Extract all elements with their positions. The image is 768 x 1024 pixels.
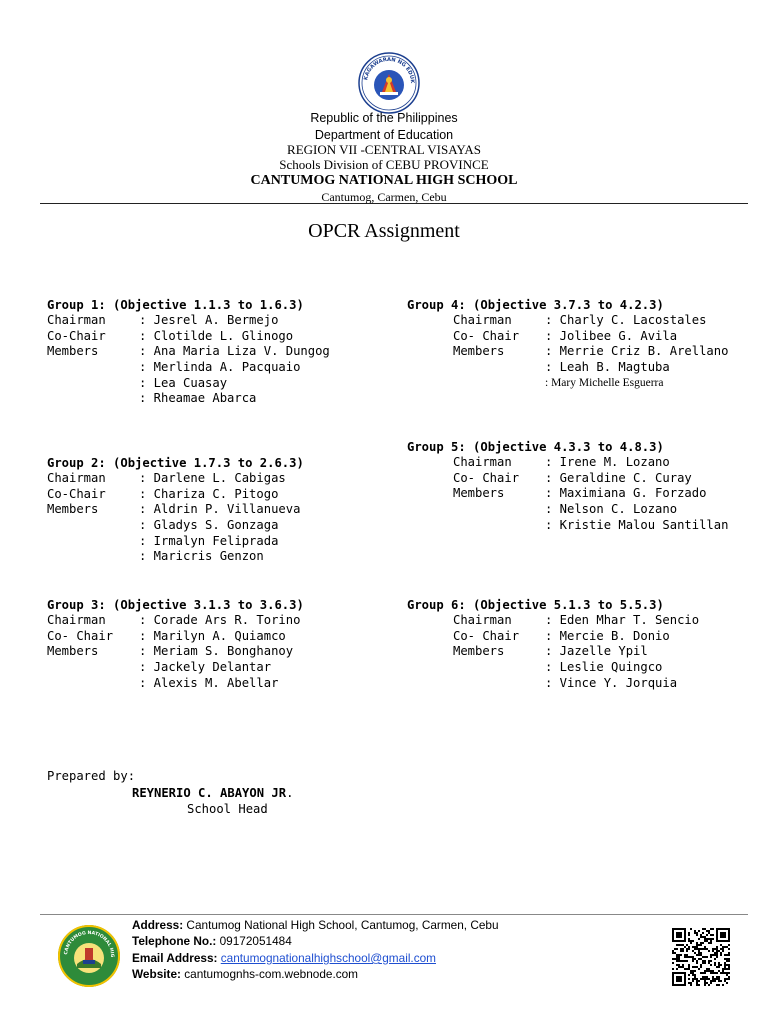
member-name: : Jesrel A. Bermejo — [139, 313, 279, 327]
member-row — [47, 329, 387, 345]
member-row — [47, 471, 387, 487]
header-department: Department of Education — [314, 128, 454, 142]
member-name: : Charly C. Lacostales — [545, 313, 707, 327]
footer-telephone — [132, 933, 292, 950]
signatory-name-text: REYNERIO C. ABAYON JR — [132, 786, 287, 800]
footer-address-value: Cantumog National High School, Cantumog, Carmen, Cebu — [186, 918, 499, 932]
member-row — [47, 549, 387, 565]
member-row — [407, 360, 747, 376]
header-divider — [40, 203, 748, 204]
member-role: Members — [47, 644, 99, 659]
member-name: : Chariza C. Pitogo — [139, 486, 279, 501]
member-name: : Merrie Criz B. Arellano — [545, 344, 729, 359]
group-title: Group 2: (Objective 1.7.3 to 2.6.3) — [47, 456, 304, 470]
member-name: : Nelson C. Lozano — [545, 502, 678, 517]
signatory-name-suffix: . — [286, 786, 294, 800]
group-3 — [47, 597, 387, 691]
group-2 — [47, 455, 387, 565]
member-row — [47, 391, 387, 407]
footer-address — [132, 917, 499, 934]
member-row — [407, 629, 747, 645]
member-row — [407, 502, 747, 518]
member-role: Members — [47, 344, 99, 359]
member-row — [47, 344, 387, 360]
group-title: Group 6: (Objective 5.1.3 to 5.5.3) — [407, 598, 664, 612]
footer-website-value: cantumognhs-com.webnode.com — [184, 967, 359, 981]
header-school-name: CANTUMOG NATIONAL HIGH SCHOOL — [250, 173, 518, 188]
logo-text: CANTUMOG NATIONAL HIG — [63, 930, 115, 958]
member-role: Members — [453, 486, 505, 501]
group-title: Group 5: (Objective 4.3.3 to 4.8.3) — [407, 440, 664, 454]
member-name: : Merlinda A. Pacquaio — [139, 360, 301, 375]
member-name: : Kristie Malou Santillan — [545, 517, 729, 532]
member-role: Co-Chair — [47, 328, 106, 343]
member-name: : Jolibee G. Avila — [545, 328, 678, 343]
member-row — [47, 502, 387, 518]
member-name: : Jackely Delantar — [139, 660, 272, 675]
member-name: : Marilyn A. Quiamco — [139, 628, 286, 643]
member-name: : Aldrin P. Villanueva — [139, 502, 301, 517]
member-role: Chairman — [47, 313, 106, 327]
member-role: Co- Chair — [453, 628, 520, 643]
group-title: Group 3: (Objective 3.1.3 to 3.6.3) — [47, 598, 304, 612]
deped-seal — [358, 52, 420, 114]
member-row — [47, 629, 387, 645]
member-row — [47, 613, 387, 629]
footer-email-label: Email Address: — [132, 951, 218, 965]
member-name: : Ana Maria Liza V. Dungog — [139, 344, 330, 359]
header-region: REGION VII -CENTRAL VISAYAS — [287, 142, 481, 157]
footer-email-link[interactable]: cantumognationalhighschool@gmail.com — [220, 951, 436, 965]
header-division: Schools Division of CEBU PROVINCE — [279, 157, 489, 172]
member-row — [407, 660, 747, 676]
footer-address-label: Address: — [132, 918, 184, 932]
group-6 — [407, 597, 747, 691]
member-role: Chairman — [453, 455, 512, 469]
member-name: : Gladys S. Gonzaga — [139, 518, 279, 533]
member-row — [407, 518, 747, 534]
member-row — [407, 644, 747, 660]
member-row — [47, 534, 387, 550]
prepared-by-label: Prepared by: — [47, 769, 136, 783]
member-role: Members — [47, 502, 99, 517]
member-name: : Darlene L. Cabigas — [139, 471, 286, 485]
member-role: Chairman — [47, 613, 106, 627]
member-row — [47, 376, 387, 392]
member-role: Co- Chair — [47, 628, 114, 643]
member-name: : Alexis M. Abellar — [139, 675, 279, 690]
member-name: : Jazelle Ypil — [545, 644, 648, 659]
member-name: : Mercie B. Donio — [545, 628, 670, 643]
member-name: : Eden Mhar T. Sencio — [545, 613, 700, 627]
member-name: : Corade Ars R. Torino — [139, 613, 301, 627]
footer-telephone-label: Telephone No.: — [132, 934, 217, 948]
signatory-position: School Head — [187, 802, 268, 816]
signatory-name — [132, 786, 293, 800]
document-title: OPCR Assignment — [308, 220, 460, 242]
group-1 — [47, 297, 387, 407]
member-row — [47, 518, 387, 534]
member-name: : Geraldine C. Curay — [545, 470, 692, 485]
member-role: Co- Chair — [453, 470, 520, 485]
member-name: : Irmalyn Feliprada — [139, 533, 279, 548]
member-role: Co- Chair — [453, 328, 520, 343]
member-name: : Leslie Quingco — [545, 660, 663, 675]
member-row — [407, 471, 747, 487]
member-role: Chairman — [47, 471, 106, 485]
member-row — [407, 676, 747, 692]
footer-telephone-value: 09172051484 — [219, 934, 292, 948]
footer-email — [132, 950, 436, 967]
group-title: Group 4: (Objective 3.7.3 to 4.2.3) — [407, 298, 664, 312]
member-name: : Maximiana G. Forzado — [545, 486, 707, 501]
member-row — [47, 313, 387, 329]
member-role: Co-Chair — [47, 486, 106, 501]
header-location: Cantumog, Carmen, Cebu — [321, 190, 447, 204]
footer-divider — [40, 914, 748, 915]
qr-code — [672, 928, 730, 986]
member-role: Members — [453, 344, 505, 359]
member-row — [407, 613, 747, 629]
member-name: : Rheamae Abarca — [139, 391, 257, 406]
member-name: : Mary Michelle Esguerra — [545, 376, 664, 389]
footer-website — [132, 966, 358, 983]
member-name: : Vince Y. Jorquia — [545, 675, 678, 690]
member-name: : Lea Cuasay — [139, 375, 228, 390]
member-row — [407, 376, 747, 392]
school-logo — [57, 924, 121, 988]
member-role: Members — [453, 644, 505, 659]
member-row — [47, 360, 387, 376]
seal-text: KAGAWARAN NG EDUK — [363, 56, 416, 84]
member-row — [47, 676, 387, 692]
member-name: : Leah B. Magtuba — [545, 360, 670, 375]
footer-website-label: Website: — [132, 967, 181, 981]
member-name: : Irene M. Lozano — [545, 455, 670, 469]
member-name: : Maricris Genzon — [139, 549, 264, 564]
group-title: Group 1: (Objective 1.1.3 to 1.6.3) — [47, 298, 304, 312]
member-row — [47, 660, 387, 676]
member-row — [407, 313, 747, 329]
header-republic: Republic of the Philippines — [310, 111, 458, 125]
member-row — [407, 455, 747, 471]
member-row — [407, 329, 747, 345]
member-row — [47, 487, 387, 503]
member-role: Chairman — [453, 313, 512, 327]
member-name: : Clotilde L. Glinogo — [139, 328, 294, 343]
member-row — [407, 344, 747, 360]
member-role: Chairman — [453, 613, 512, 627]
member-row — [47, 644, 387, 660]
member-row — [407, 486, 747, 502]
member-name: : Meriam S. Bonghanoy — [139, 644, 294, 659]
group-5 — [407, 439, 747, 533]
group-4 — [407, 297, 747, 391]
